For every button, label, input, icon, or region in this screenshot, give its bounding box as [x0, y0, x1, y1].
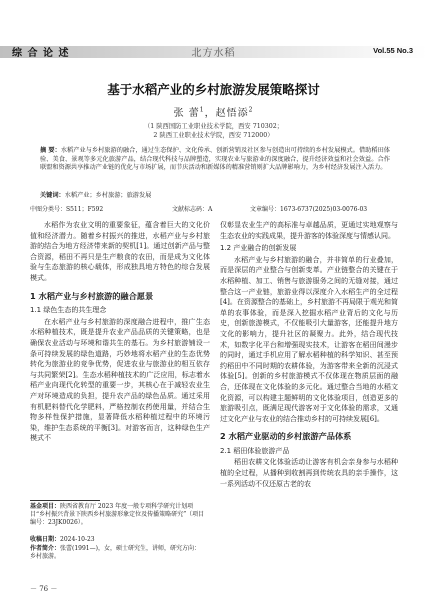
right-column	[220, 220, 398, 489]
abstract-label: 摘 要：	[40, 147, 61, 154]
footnote-rule	[30, 500, 100, 501]
section-2-1-heading: 2.1 稻田体验旅游产品	[220, 446, 290, 455]
keywords	[40, 190, 390, 199]
section-1-2-heading: 1.2 产业融合的创新发展	[220, 244, 297, 253]
header-volume: Vol.55 No.3	[373, 46, 413, 55]
author-1-sup: 1	[199, 106, 205, 114]
abstract	[40, 147, 390, 173]
page-number: － 76 －	[30, 585, 58, 593]
footnote-date	[30, 536, 205, 544]
footnote-bio	[30, 545, 205, 561]
header-journal-name: 北方水稻	[191, 48, 236, 59]
keywords-text: 水稻产业；乡村旅游；旅游发展	[64, 192, 152, 199]
author-line	[0, 104, 427, 119]
author-2: ，赵悟添	[204, 108, 249, 119]
article-title: 基于水稻产业的乡村旅游发展策略探讨	[107, 82, 320, 97]
date-text: 2024-10-23	[60, 536, 95, 543]
date-label: 收稿日期：	[30, 536, 61, 543]
section-2-1-paragraph: 稻田农耕文化体验活动让游客有机会亲身参与水稻种植的全过程，从播种到收割再到传统农具的亲手操作，这一系列活动不仅还原古老的农	[220, 458, 398, 488]
left-column	[30, 220, 210, 444]
fund-text: 陕西省教育厅 2023 年度一般专项科学研究计划项目“乡村振兴背景下陕西乡村旅游形象定位及传播策略研究”（项目编号：23JK0026）。	[30, 503, 205, 526]
section-1-1-paragraph: 在水稻产业与乡村旅游的深度融合进程中，推广生态水稻种植技术，既是提升农业产品品质的关键策略，也是确保农业活动与环境和谐共生的基石。为乡村旅游铺设一条可持续发展的绿色道路，巧妙地将水稻产业的生态优势转化为旅游业的竞争优势，促进农业与旅游业的相互依存与共同繁荣[2]。生态水稻种植技术的广泛应用，标志着水稻产业向现代化转型的重要一步，其核心在于减轻农业生产对环境造成的负担，提升农产品的绿色品质。通过采用有机肥料替代化学肥料，严格控制农药使用量，并结合生物多样性保护措施，显著降低水稻种植过程中的环境污染，维护生态系统的平衡[3]。对游客而言，这种绿色生产模式不	[30, 317, 210, 443]
bio-text: 张蕾(1991—)，女，硕士研究生，讲师，研究方向：乡村旅游。	[30, 545, 200, 560]
header-section-label: 综 合 论 述	[12, 48, 70, 59]
author-2-sup: 2	[248, 106, 254, 114]
section-1-1-heading: 1.1 绿色生态的共生理念	[30, 306, 107, 315]
article-number: 文章编号：1673-6737(2025)03-0076-03	[250, 206, 368, 213]
section-1-2-paragraph: 水稻产业与乡村旅游的融合，并非简单的行业叠加，而是深层的产业整合与创新变革。产业链整合的关键在于水稻种植、加工、销售与旅游服务之间的无缝对接，通过整合这一产业链，旅游业得以深度介入水稻生产的全过程[4]。在资源整合的基础上，乡村旅游不再局限于观光和简单的农事体验，而是深入挖掘水稻产业背后的文化与历史，创新旅游模式，不仅能吸引大量游客，还能提升地方文化的影响力，提升社区的凝聚力。此外，结合现代技术，如数字化平台和增强现实技术，让游客在稻田间漫步的同时，通过手机应用了解水稻种植的科学知识、甚至预约稻田中不同时期的农耕体验，为游客带来全新的沉浸式体验[5]。创新的乡村旅游模式不仅体现在物质层面的融合，还体现在文化体验的多元化。通过整合当地的水稻文化资源，可以构建主题鲜明的文化体验项目，创造更多的旅游吸引点，既满足现代游客对于文化体验的需求，又通过文化产业与农业的结合推动乡村的可持续发展[6]。	[220, 255, 398, 423]
abstract-text: 水稻产业与乡村旅游的融合，通过生态保护、文化传承、创新营销及社区参与创造出可持续的乡村发展模式。借助稻田体验、美食、景观等多元化旅游产品，结合现代科技与品牌塑造，实现农业与旅游业的深度融合，提升经济效益和社会效益。合作联盟和资源共享推动产业链的优化与市场扩展，而节庆活动和新媒体的精准营销则扩大品牌影响力，为乡村经济发展注入活力。	[40, 147, 390, 171]
footnote-fund	[30, 503, 205, 527]
bio-label: 作者简介：	[30, 545, 61, 552]
affiliation-2: 2 陕西工业职业技术学院，西安 712000）	[153, 132, 274, 139]
affiliation-1: （1 陕西国防工业职业技术学院，西安 710302；	[143, 123, 284, 130]
section-1-heading: 1 水稻产业与乡村旅游的融合愿景	[30, 290, 154, 301]
document-code: 文献标志码：A	[172, 206, 213, 213]
keywords-label: 关键词：	[40, 192, 65, 199]
section-2-heading: 2 水稻产业驱动的乡村旅游产品体系	[220, 431, 352, 442]
clc-number: 中图分类号：S511；F592	[30, 206, 104, 213]
continued-paragraph: 仅彰显农业生产的高标准与卓越品质，更通过实地观察与生态农业的实践成果，提升游客的体验深度与情感认同。	[220, 221, 398, 240]
author-1: 张 蕾	[173, 108, 200, 119]
intro-paragraph: 水稻作为农业文明的重要象征，蕴含着巨大的文化价值和经济潜力。随着乡村振兴的推进，水稻产业与乡村旅游的结合为地方经济带来新的契机[1]。通过创新产品与整合资源，稻田不再只是生产粮食的农田，而是成为文化体验与生态旅游的核心载体，形成独具地方特色的综合发展模式。	[30, 221, 210, 282]
fund-label: 基金项目：	[30, 503, 61, 510]
